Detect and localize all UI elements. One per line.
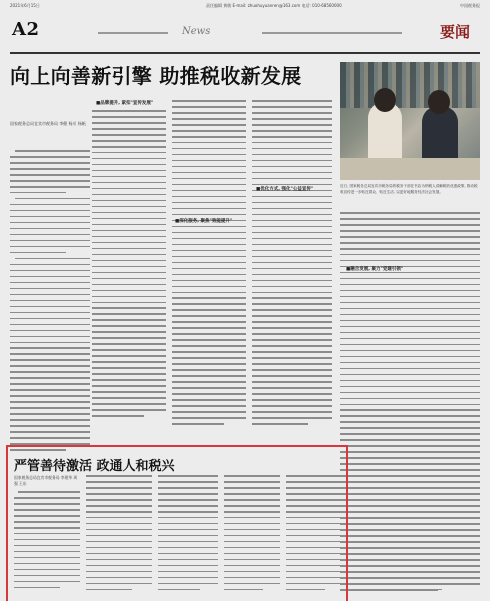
photo-desk	[340, 158, 480, 180]
top-column-4	[252, 100, 332, 429]
top-column-3	[172, 100, 246, 429]
top-byline: 国家税务总局宜宾市税务局 李健 杨川 杨帆	[10, 121, 86, 126]
photo-person-right-head	[428, 90, 450, 114]
section-label-en: News	[182, 26, 211, 37]
paper-name: 中国税务报	[460, 3, 480, 8]
bottom-column-1	[14, 491, 80, 593]
bottom-column-2	[86, 475, 152, 595]
right-column-continuation	[352, 445, 480, 595]
header-rule-right	[262, 32, 402, 34]
bottom-column-3	[158, 475, 218, 595]
editor-contact: 责任编辑 黄敏 E-mail: zhuohuyuanren@163.com 电话: 010-68560000	[206, 3, 342, 8]
bottom-column-4	[224, 475, 280, 595]
photo-person-left-head	[374, 88, 396, 112]
subhead-3: ■优化方式, 强化"公益宣传"	[256, 187, 314, 192]
subhead-2: ■深化服务, 聚焦"效能提升"	[175, 219, 233, 224]
section-number: A2	[12, 19, 40, 40]
bottom-byline: 国家税务总局宜宾市税务局 李建华 周强 王东	[14, 475, 78, 486]
subhead-1: ■品牌提升, 紧扣"宣传发展"	[96, 101, 154, 106]
section-name: 要闻	[439, 23, 470, 41]
top-headline: 向上向善新引擎 助推税收新发展	[10, 64, 302, 88]
issue-date: 2021年6月15日	[10, 3, 40, 8]
top-column-2	[92, 110, 166, 421]
header-rule-left	[98, 32, 168, 34]
top-column-1	[10, 150, 90, 455]
bottom-column-5	[286, 475, 342, 595]
article-photo	[340, 62, 480, 180]
subhead-4: ■融合发展, 聚力"党建引领"	[346, 267, 404, 272]
photo-bookshelf	[340, 62, 480, 108]
page-meta-bar	[10, 2, 480, 10]
highlighted-article	[6, 445, 348, 601]
photo-caption: 近日, 国家税务总局宜宾市税务局的税务干部在书店为纳税人讲解税收优惠政策, 推动税收宣传进一步贴近群众、贴近生活, 以更好地服务经济社会发展。	[340, 184, 478, 194]
bottom-headline: 严管善待激活 政通人和税兴	[14, 459, 175, 474]
page-header	[10, 12, 480, 54]
